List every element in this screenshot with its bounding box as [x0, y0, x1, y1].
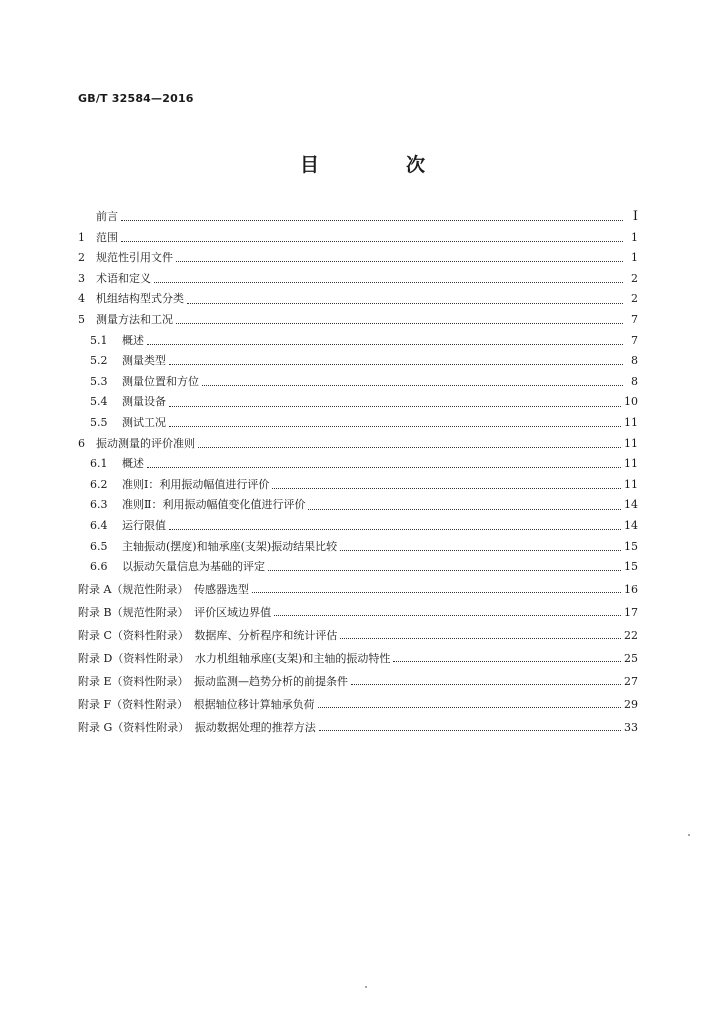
dot-leader	[121, 219, 623, 221]
dot-leader	[147, 466, 621, 468]
toc-entry[interactable]	[78, 392, 638, 413]
toc-entry[interactable]	[78, 624, 638, 647]
toc-entry-page: 11	[624, 477, 638, 491]
toc-entry[interactable]	[78, 537, 638, 558]
toc-entry-page: 25	[624, 651, 638, 665]
toc-entry-number: 6	[78, 436, 85, 450]
toc-entry[interactable]	[78, 289, 638, 310]
toc-entry-label: 以振动矢量信息为基础的评定	[122, 560, 265, 574]
toc-entry-number: 5.2	[90, 354, 108, 368]
toc-entry-number: 6.2	[90, 477, 108, 491]
scan-speck	[365, 986, 367, 988]
dot-leader	[268, 569, 621, 571]
toc-entry-page: 7	[631, 333, 638, 347]
dot-leader	[252, 591, 621, 593]
toc-entry-page: 17	[624, 605, 638, 619]
dot-leader	[169, 405, 621, 407]
toc-entry-label: 规范性引用文件	[96, 251, 173, 265]
dot-leader	[169, 528, 621, 530]
toc-entry-page: 22	[624, 628, 638, 642]
dot-leader	[147, 343, 623, 345]
toc-entry-label: 术语和定义	[96, 271, 151, 285]
toc-entry[interactable]	[78, 716, 638, 739]
toc-entry-page: 8	[631, 354, 638, 368]
toc-entry-number: 6.1	[90, 457, 108, 471]
toc-entry[interactable]	[78, 310, 638, 331]
toc-entry-number: 6.3	[90, 498, 108, 512]
toc-entry[interactable]	[78, 578, 638, 601]
toc-entry-page: 2	[631, 271, 638, 285]
toc-entry-label: 测试工况	[122, 415, 166, 429]
dot-leader	[340, 549, 621, 551]
toc-entry-page: 29	[624, 697, 638, 711]
dot-leader	[318, 706, 621, 708]
toc-entry-page: 11	[624, 415, 638, 429]
toc-entry-number: 5.4	[90, 395, 108, 409]
dot-leader	[169, 363, 623, 365]
toc-entry-page: 16	[624, 582, 638, 596]
dot-leader	[169, 425, 621, 427]
dot-leader	[308, 508, 621, 510]
toc-entry[interactable]	[78, 475, 638, 496]
dot-leader	[351, 683, 621, 685]
dot-leader	[272, 487, 621, 489]
toc-entry-label: 附录 C（资料性附录） 数据库、分析程序和统计评估	[78, 628, 338, 642]
toc-entry[interactable]	[78, 351, 638, 372]
toc-entry-label: 测量位置和方位	[122, 374, 199, 388]
toc-entry-label: 前言	[96, 210, 118, 223]
toc-entry[interactable]	[78, 413, 638, 434]
dot-leader	[319, 729, 621, 731]
toc-entry[interactable]	[78, 228, 638, 249]
toc-entry[interactable]	[78, 248, 638, 269]
toc-entry-label: 准则Ⅱ：利用振动幅值变化值进行评价	[122, 498, 306, 512]
dot-leader	[176, 260, 623, 262]
toc-title: 目 次	[299, 154, 459, 176]
toc-entry-number: 1	[78, 230, 85, 244]
toc-entry-label: 附录 E（资料性附录） 振动监测—趋势分析的前提条件	[78, 674, 349, 688]
toc-entry-number: 5.5	[90, 415, 108, 429]
toc-entry-number: 5.3	[90, 374, 108, 388]
toc-entry[interactable]	[78, 454, 638, 475]
toc-entry-page: 1	[631, 251, 638, 265]
toc-entry-label: 附录 A（规范性附录） 传感器选型	[78, 582, 249, 596]
dot-leader	[393, 660, 621, 662]
toc-entry-page: 11	[624, 457, 638, 471]
toc-entry-number: 4	[78, 292, 85, 306]
toc-entry-page: 33	[624, 720, 638, 734]
toc-entry[interactable]	[78, 647, 638, 670]
toc-entry-label: 范围	[96, 230, 118, 244]
dot-leader	[274, 614, 621, 616]
toc-entry-number: 6.5	[90, 539, 108, 553]
dot-leader	[202, 384, 623, 386]
toc-entry-number: 3	[78, 271, 85, 285]
dot-leader	[198, 446, 621, 448]
toc-entry-number: 5	[78, 312, 85, 326]
toc-entry[interactable]	[78, 693, 638, 716]
toc-entry-page: 11	[624, 436, 638, 450]
toc-entry-page: 14	[624, 498, 638, 512]
toc-entry[interactable]	[78, 207, 638, 228]
toc-entry-page: 14	[624, 518, 638, 532]
toc-entry[interactable]	[78, 516, 638, 537]
toc-entry[interactable]	[78, 601, 638, 624]
toc-entry-label: 附录 F（资料性附录） 根据轴位移计算轴承负荷	[78, 697, 315, 711]
toc-entry-number: 5.1	[90, 333, 108, 347]
toc-entry[interactable]	[78, 372, 638, 393]
toc-entry-page: 1	[631, 230, 638, 244]
toc-entry[interactable]	[78, 557, 638, 578]
toc-entry-page: 15	[624, 539, 638, 553]
toc-entry-page: Ⅰ	[632, 209, 638, 224]
dot-leader	[154, 281, 623, 283]
toc-entry-label: 运行限值	[122, 518, 166, 532]
toc-entry-label: 主轴振动(摆度)和轴承座(支架)振动结果比较	[122, 539, 338, 553]
dot-leader	[176, 322, 623, 324]
dot-leader	[121, 240, 623, 242]
toc-entry-page: 8	[631, 374, 638, 388]
toc-entry-label: 概述	[122, 333, 144, 347]
toc-entry-page: 2	[631, 292, 638, 306]
standard-number: GB/T 32584—2016	[78, 92, 194, 105]
toc-entry-label: 附录 B（规范性附录） 评价区域边界值	[78, 605, 272, 619]
toc-entry-label: 测量方法和工况	[96, 312, 173, 326]
toc-entry[interactable]	[78, 434, 638, 455]
toc-entry-page: 10	[624, 395, 638, 409]
toc-entry-page: 15	[624, 560, 638, 574]
toc-entry-label: 机组结构型式分类	[96, 292, 184, 306]
toc-entry-page: 27	[624, 674, 638, 688]
toc-entry-label: 振动测量的评价准则	[96, 436, 195, 450]
dot-leader	[187, 302, 623, 304]
toc-entry-number: 6.6	[90, 560, 108, 574]
scan-speck	[688, 834, 690, 836]
toc-entry-label: 测量设备	[122, 395, 166, 409]
toc-entry-label: 附录 G（资料性附录） 振动数据处理的推荐方法	[78, 720, 316, 734]
toc-entry[interactable]	[78, 331, 638, 352]
toc-entry-number: 6.4	[90, 518, 108, 532]
toc-entry-page: 7	[631, 312, 638, 326]
toc-entry[interactable]	[78, 269, 638, 290]
toc-entry[interactable]	[78, 670, 638, 693]
toc-entry-number: 2	[78, 251, 85, 265]
table-of-contents	[78, 207, 638, 739]
toc-entry-label: 准则Ⅰ：利用振动幅值进行评价	[122, 477, 270, 491]
toc-entry[interactable]	[78, 495, 638, 516]
toc-entry-label: 附录 D（资料性附录） 水力机组轴承座(支架)和主轴的振动特性	[78, 651, 391, 665]
toc-entry-label: 概述	[122, 457, 144, 471]
dot-leader	[340, 637, 621, 639]
toc-entry-label: 测量类型	[122, 354, 166, 368]
